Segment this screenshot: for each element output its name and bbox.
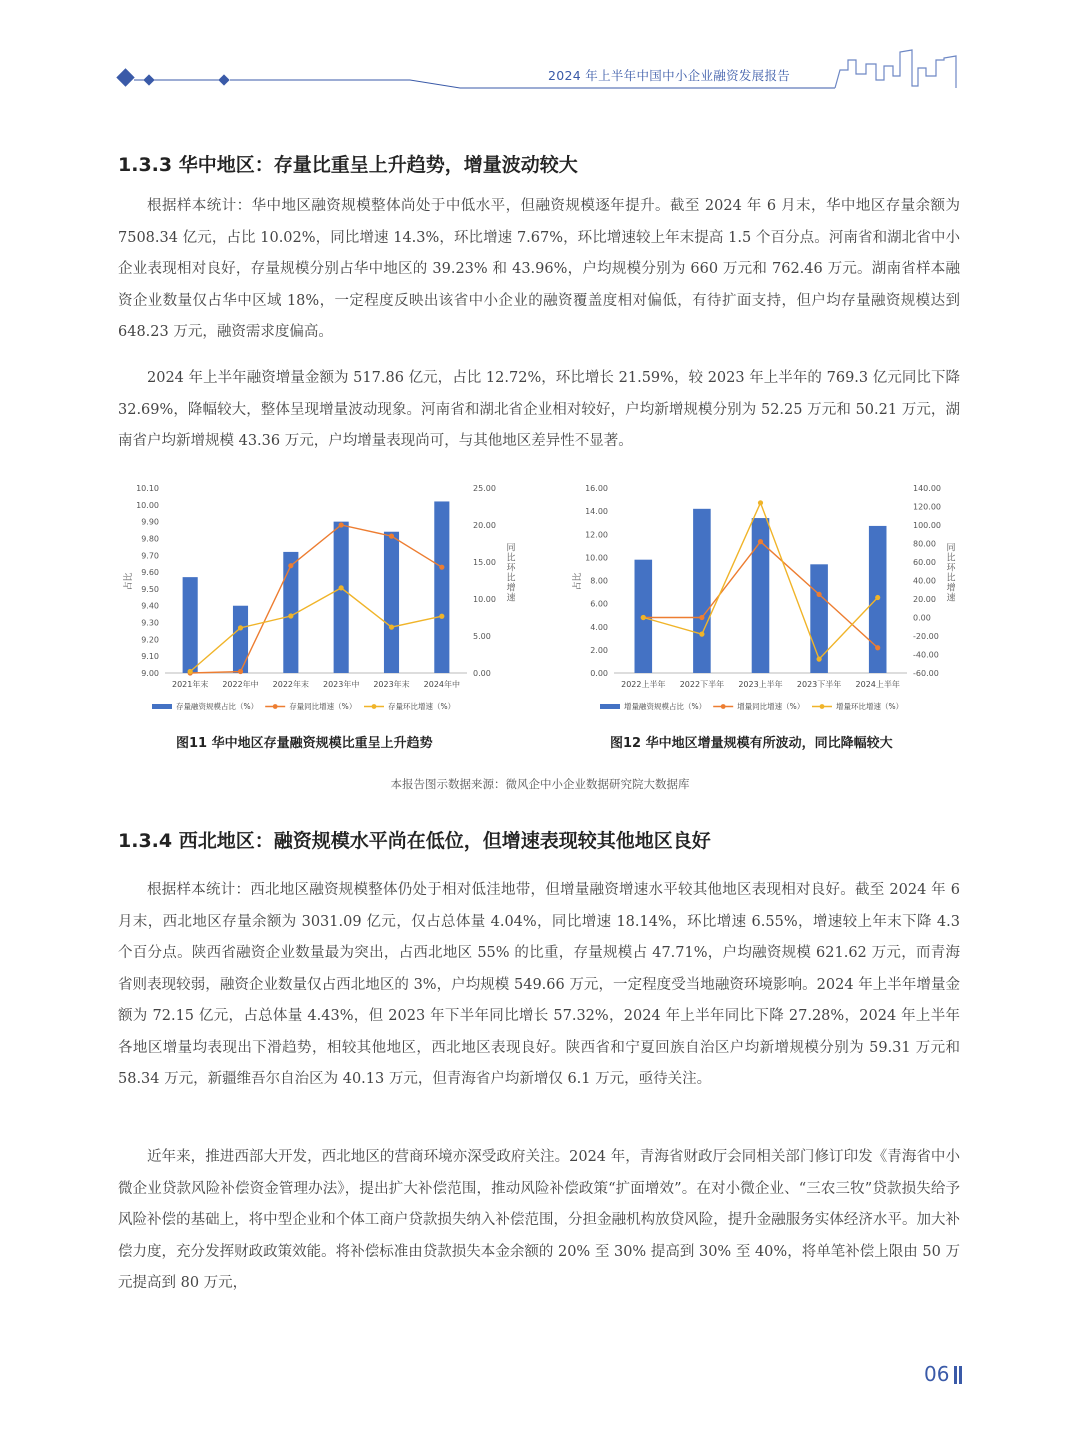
chart-figure-12 [562, 478, 956, 711]
section-heading-northwest: 1.3.4 西北地区：融资规模水平尚在低位，但增速表现较其他地区良好 [118, 830, 711, 852]
legend-swatch [273, 704, 278, 709]
page-marker-icon [954, 1366, 964, 1384]
page-number: 06 [924, 1362, 950, 1386]
data-source-note: 本报告图示数据来源：微风企中小企业数据研究院大数据库 [390, 777, 690, 791]
series-point [875, 595, 880, 600]
series-point [339, 585, 344, 590]
left-axis-tick-label: 9.30 [141, 618, 159, 628]
legend-label: 增量同比增速（%） [737, 702, 805, 711]
legend-swatch [600, 704, 620, 709]
legend-label: 增量融资规模占比（%） [624, 702, 707, 711]
chart-bar [183, 577, 198, 673]
right-axis-tick-label: 10.00 [473, 595, 496, 604]
section-heading-central: 1.3.3 华中地区：存量比重呈上升趋势，增量波动较大 [118, 154, 578, 176]
right-axis-title: 增 [506, 583, 516, 594]
legend-swatch [152, 704, 172, 709]
x-axis-tick-label: 2024年中 [423, 680, 461, 689]
x-axis-tick-label: 2024上半年 [855, 680, 900, 689]
paragraph: 近年来，推进西部大开发，西北地区的营商环境亦深受政府关注。2024 年，青海省财政厅会同相关部门修订印发《青海省中小微企业贷款风险补偿资金管理办法》，提出扩大补偿范围，推动风险补偿政策“扩面增效”。在对小微企业、“三农三牧”贷款损失给予风险补偿的基础上，将中型企业和个体工商户贷款损失纳入补偿范围，分担金融机构放贷风险，提升金融服务实体经济水平。加大补偿力度，充分发挥财政政策效能。将补偿标准由贷款损失本金余额的 20% 至 30% 提高到 30% 至 40%，将单笔补偿上限由 50 万元提高到 80 万元， [118, 1149, 960, 1291]
right-axis-title: 比 [946, 553, 956, 564]
paragraph: 2024 年上半年融资增量金额为 517.86 亿元，占比 12.72%，环比增长 21.59%，较 2023 年上半年的 769.3 亿元同比下降 32.69%，降幅较大，整体呈现增量波动现象。河南省和湖北省企业相对较好，户均新增规模分别为 52.25 万元和 50.21 万元，湖南省户均新增规模 43.36 万元，户均增量表现尚可，与其他地区差异性不显著。 [118, 370, 960, 449]
series-point [817, 657, 822, 662]
series-point [641, 615, 646, 620]
right-axis-title: 同 [506, 543, 516, 554]
report-title: 2024 年上半年中国中小企业融资发展报告 [548, 68, 791, 83]
left-axis-title: 占比 [124, 572, 134, 591]
right-axis-title: 速 [506, 593, 516, 604]
series-point [339, 522, 344, 527]
x-axis-tick-label: 2021年末 [171, 680, 209, 689]
right-axis-title: 同 [946, 543, 956, 554]
paragraph: 根据样本统计：西北地区融资规模整体仍处于相对低洼地带，但增量融资增速水平较其他地区表现相对良好。截至 2024 年 6 月末，西北地区存量余额为 3031.09 亿元，仅占总体量 4.04%，同比增速 18.14%，环比增速 6.55%，增速较上年末下降 4.3 个百分点。陕西省融资企业数量最为突出，占西北地区 55% 的比重，存量规模占 47.71%，户均融资规模 621.62 万元，而青海省则表现较弱，融资企业数量仅占西北地区的 3%，户均规模 549.66 万元，一定程度受当地融资环境影响。2024 年上半年增量金额为 72.15 亿元，占总体量 4.43%，但 2023 年下半年同比增长 57.32%，2024 年上半年同比下降 27.28%，2024 年上半年各地区增量均表现出下滑趋势，相较其他地区，西北地区表现良好。陕西省和宁夏回族自治区户均新增规模分别为 59.31 万元和 58.34 万元，新疆维吾尔自治区为 40.13 万元，但青海省户均新增仅 6.1 万元，亟待关注。 [118, 882, 960, 1087]
left-axis-tick-label: 9.50 [141, 584, 159, 594]
series-point [238, 669, 243, 674]
right-axis-tick-label: 0.00 [473, 669, 491, 678]
left-axis-tick-label: 0.00 [590, 669, 608, 678]
left-axis-tick-label: 9.60 [141, 568, 159, 578]
left-axis-tick-label: 9.40 [141, 601, 159, 611]
right-axis-title: 比 [506, 553, 516, 564]
right-axis-title: 比 [946, 573, 956, 584]
right-axis-tick-label: 25.00 [473, 484, 496, 493]
chart-fig12-svg [562, 478, 956, 711]
series-point [439, 565, 444, 570]
series-point [389, 625, 394, 630]
legend-label: 增量环比增速（%） [836, 702, 904, 711]
left-axis-tick-label: 12.00 [585, 530, 608, 540]
left-axis-tick-label: 6.00 [590, 599, 608, 609]
legend-swatch [721, 704, 726, 709]
right-axis-tick-label: 80.00 [913, 539, 936, 549]
right-axis-tick-label: -20.00 [913, 632, 939, 641]
right-axis-tick-label: -60.00 [913, 669, 939, 678]
x-axis-tick-label: 2023年中 [322, 680, 360, 689]
left-axis-tick-label: 9.20 [141, 635, 159, 645]
chart-bar [334, 522, 349, 673]
left-axis-tick-label: 9.70 [141, 551, 159, 561]
series-point [288, 613, 293, 618]
right-axis-title: 环 [946, 563, 956, 574]
chart-bar [693, 509, 711, 673]
left-axis-tick-label: 8.00 [590, 576, 608, 586]
right-axis-tick-label: 5.00 [473, 632, 491, 641]
series-point [238, 625, 243, 630]
left-axis-tick-label: 9.90 [141, 517, 159, 527]
x-axis-tick-label: 2022年末 [272, 680, 310, 689]
skyline-icon [835, 50, 956, 88]
legend-label: 存量环比增速（%） [388, 702, 456, 711]
x-axis-tick-label: 2023下半年 [796, 680, 842, 689]
right-axis-tick-label: 15.00 [473, 558, 496, 567]
left-axis-tick-label: 2.00 [590, 645, 608, 655]
right-axis-tick-label: 60.00 [913, 558, 936, 567]
x-axis-tick-label: 2022上半年 [621, 680, 666, 689]
figure-caption: 图12 华中地区增量规模有所波动，同比降幅较大 [610, 736, 893, 751]
right-axis-title: 速 [946, 593, 956, 604]
chart-figure-11 [118, 478, 516, 711]
series-line [190, 525, 442, 673]
header-decoration [0, 0, 1080, 110]
series-point [699, 632, 704, 637]
right-axis-tick-label: -40.00 [913, 650, 939, 660]
chart-bar [384, 532, 399, 673]
x-axis-tick-label: 2022年中 [222, 680, 259, 689]
chart-fig11-svg [118, 478, 516, 711]
left-axis-tick-label: 10.00 [136, 500, 159, 510]
right-axis-title: 环 [506, 563, 516, 574]
x-axis-tick-label: 2023上半年 [738, 680, 783, 689]
right-axis-tick-label: 100.00 [913, 521, 941, 530]
paragraph: 根据样本统计：华中地区融资规模整体尚处于中低水平，但融资规模逐年提升。截至 2024 年 6 月末，华中地区存量余额为 7508.34 亿元，占比 10.02%，同比增速 14.3%，环比增速 7.67%，环比增速较上年末提高 1.5 个百分点。河南省和湖北省中小企业表现相对良好，存量规模分别占华中地区的 39.23% 和 43.96%，户均规模分别为 660 万元和 762.46 万元。湖南省样本融资企业数量仅占华中区域 18%，一定程度反映出该省中小企业的融资覆盖度相对偏低，有待扩面支持，但户均存量融资规模达到 648.23 万元，融资需求度偏高。 [118, 198, 960, 340]
diamond-icon [116, 68, 229, 86]
series-point [188, 669, 193, 674]
legend-label: 存量同比增速（%） [289, 702, 357, 711]
series-point [875, 645, 880, 650]
legend-swatch [372, 704, 377, 709]
left-axis-tick-label: 4.00 [590, 622, 608, 632]
series-point [389, 534, 394, 539]
legend-label: 存量融资规模占比（%） [176, 702, 259, 711]
right-axis-tick-label: 20.00 [473, 521, 496, 530]
left-axis-tick-label: 9.80 [141, 534, 159, 544]
series-line [190, 588, 442, 672]
left-axis-tick-label: 10.10 [136, 484, 159, 493]
right-axis-tick-label: 20.00 [913, 595, 936, 604]
page-header [0, 0, 1080, 110]
left-axis-tick-label: 9.10 [141, 652, 159, 662]
series-point [758, 539, 763, 544]
series-point [288, 563, 293, 568]
series-point [699, 615, 704, 620]
right-axis-tick-label: 0.00 [913, 613, 931, 623]
left-axis-tick-label: 10.00 [585, 553, 608, 563]
left-axis-title: 占比 [573, 572, 583, 591]
series-point [439, 614, 444, 619]
right-axis-title: 比 [506, 573, 516, 584]
left-axis-tick-label: 9.00 [141, 669, 159, 678]
right-axis-tick-label: 40.00 [913, 576, 936, 586]
left-axis-tick-label: 14.00 [585, 507, 608, 517]
series-point [817, 592, 822, 597]
right-axis-title: 增 [946, 583, 956, 594]
x-axis-tick-label: 2022下半年 [679, 680, 725, 689]
figure-caption: 图11 华中地区存量融资规模比重呈上升趋势 [176, 736, 433, 751]
right-axis-tick-label: 120.00 [913, 502, 941, 512]
x-axis-tick-label: 2023年末 [373, 680, 410, 689]
chart-bar [233, 606, 248, 673]
chart-bar [434, 501, 449, 673]
left-axis-tick-label: 16.00 [585, 484, 608, 493]
series-point [758, 500, 763, 505]
right-axis-tick-label: 140.00 [913, 484, 941, 493]
legend-swatch [820, 704, 825, 709]
